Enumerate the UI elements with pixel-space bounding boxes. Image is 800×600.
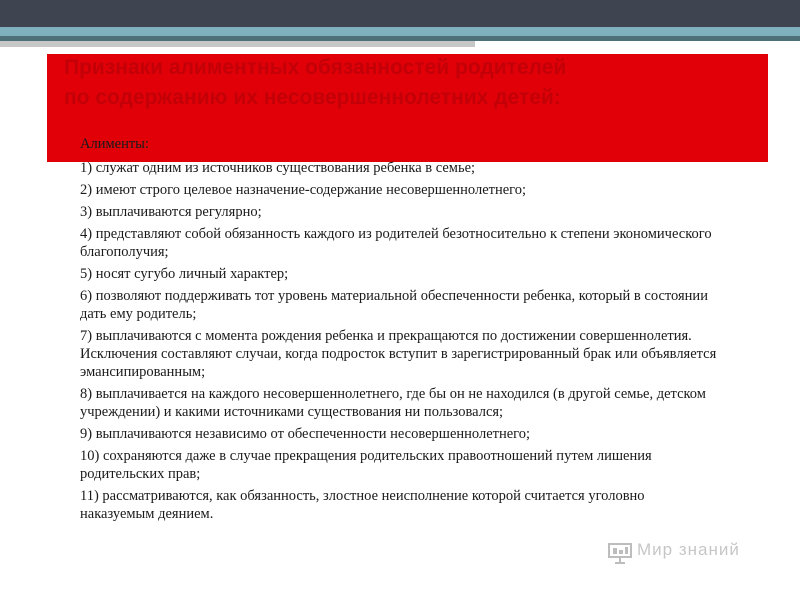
slide-header-divider: [0, 41, 475, 47]
list-item-5: 5) носят сугубо личный характер;: [80, 266, 289, 282]
presentation-board-icon: [607, 542, 633, 564]
slide-body: [80, 135, 720, 527]
list-item-3: 3) выплачиваются регулярно;: [80, 204, 262, 220]
list-item-4: 4) представляют собой обязанность каждого из родителей безотносительно к степени экономического благополучия;: [80, 226, 712, 260]
slide-header-bar: [0, 0, 800, 27]
body-intro: Алименты:: [80, 136, 149, 152]
watermark-text: Мир знаний: [637, 540, 740, 559]
list-item-2: 2) имеют строго целевое назначение-содержание несовершеннолетнего;: [80, 182, 527, 198]
list-item-7: 7) выплачиваются с момента рождения ребенка и прекращаются по достижении совершеннолетия. Исключения составляют случаи, когда подросток вступит в зарегистрированный брак или объявляется эмансипированным;: [80, 328, 717, 380]
list-item-8: 8) выплачивается на каждого несовершеннолетнего, где бы он не находился (в другой семье, детском учреждении) и какими источниками существования ни пользовался;: [80, 386, 706, 420]
list-item-10: 10) сохраняются даже в случае прекращения родительских правоотношений путем лишения родительских прав;: [80, 448, 652, 482]
list-item-9: 9) выплачиваются независимо от обеспеченности несовершеннолетнего;: [80, 426, 531, 442]
list-item-6: 6) позволяют поддерживать тот уровень материальной обеспеченности ребенка, который в состоянии дать ему родитель;: [80, 288, 708, 322]
slide-title-line-1: Признаки алиментных обязанностей родителей: [64, 56, 567, 79]
list-item-1: 1) служат одним из источников существования ребенка в семье;: [80, 160, 476, 176]
slide-title-line-2: по содержанию их несовершеннолетних детей:: [64, 86, 561, 109]
list-item-11: 11) рассматриваются, как обязанность, злостное неисполнение которой считается уголовно наказуемым деянием.: [80, 488, 645, 522]
slide-title: [64, 53, 764, 113]
